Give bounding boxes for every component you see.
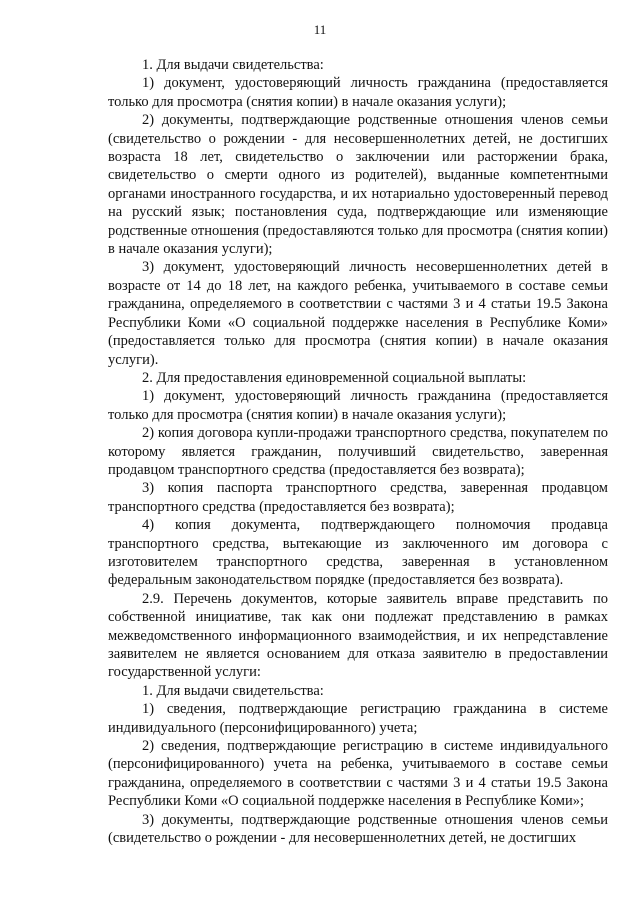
paragraph: 4) копия документа, подтверждающего полномочия продавца транспортного средства, вытекающие из заключенного им договора с изготовителем транспортного средства, заверенная в установленном федеральным законодательством порядке (предоставляется без возврата). bbox=[108, 517, 608, 589]
paragraph: 3) документы, подтверждающие родственные отношения членов семьи (свидетельство о рождении - для несовершеннолетних детей, не достигших bbox=[108, 811, 608, 847]
paragraph: 1) документ, удостоверяющий личность гражданина (предоставляется только для просмотра (снятия копии) в начале оказания услуги); bbox=[108, 75, 608, 110]
paragraph: 1) документ, удостоверяющий личность гражданина (предоставляется только для просмотра (снятия копии) в начале оказания услуги); bbox=[108, 388, 608, 423]
paragraph: 2. Для предоставления единовременной социальной выплаты: bbox=[142, 369, 527, 386]
paragraph: 3) документ, удостоверяющий личность несовершеннолетних детей в возрасте от 14 до 18 лет, на каждого ребенка, учитываемого в составе семьи гражданина, определяемого в соответствии с частями 3 и 4 статьи 19.5 Закона Республики Коми «О социальной поддержке населения в Республике Коми» (предоставляется только для просмотра (снятия копии) в начале оказания услуги). bbox=[108, 259, 608, 368]
paragraph: 1) сведения, подтверждающие регистрацию гражданина в системе индивидуального (персонифицированного) учета; bbox=[108, 701, 608, 736]
paragraph: 2) документы, подтверждающие родственные отношения членов семьи (свидетельство о рождении - для несовершеннолетних детей, не достигших возраста 18 лет, свидетельство о заключении или расторжении брака, свидетельство о смерти одного из родителей), выданные компетентными органами иностранного государства, и их нотариально удостоверенный перевод на русский язык; постановления суда, подтверждающие или изменяющие родственные отношения (предоставляются только для просмотра (снятия копии) в начале оказания услуги); bbox=[108, 112, 608, 258]
paragraph: 1. Для выдачи свидетельства: bbox=[142, 57, 324, 73]
page-number: 11 bbox=[313, 22, 327, 37]
paragraph: 3) копия паспорта транспортного средства, заверенная продавцом транспортного средства (предоставляется без возврата); bbox=[108, 480, 608, 515]
paragraph: 2) сведения, подтверждающие регистрацию в системе индивидуального (персонифицированного) учета на ребенка, учитываемого в составе семьи гражданина, определяемого в соответствии с частями 3 и 4 статьи 19.5 Закона Республики Коми «О социальной поддержке населения в Республике Коми»; bbox=[108, 738, 608, 810]
paragraph: 2.9. Перечень документов, которые заявитель вправе представить по собственной инициативе, так как они подлежат представлению в рамках межведомственного информационного взаимодействия, и их непредставление заявителем не является основанием для отказа заявителю в предоставлении государственной услуги: bbox=[108, 590, 608, 681]
paragraph: 2) копия договора купли-продажи транспортного средства, покупателем по которому является гражданин, получивший свидетельство, заверенная продавцом транспортного средства (предоставляется без возврата); bbox=[108, 425, 608, 478]
document-body bbox=[108, 56, 608, 847]
paragraph: 1. Для выдачи свидетельства: bbox=[142, 682, 324, 699]
